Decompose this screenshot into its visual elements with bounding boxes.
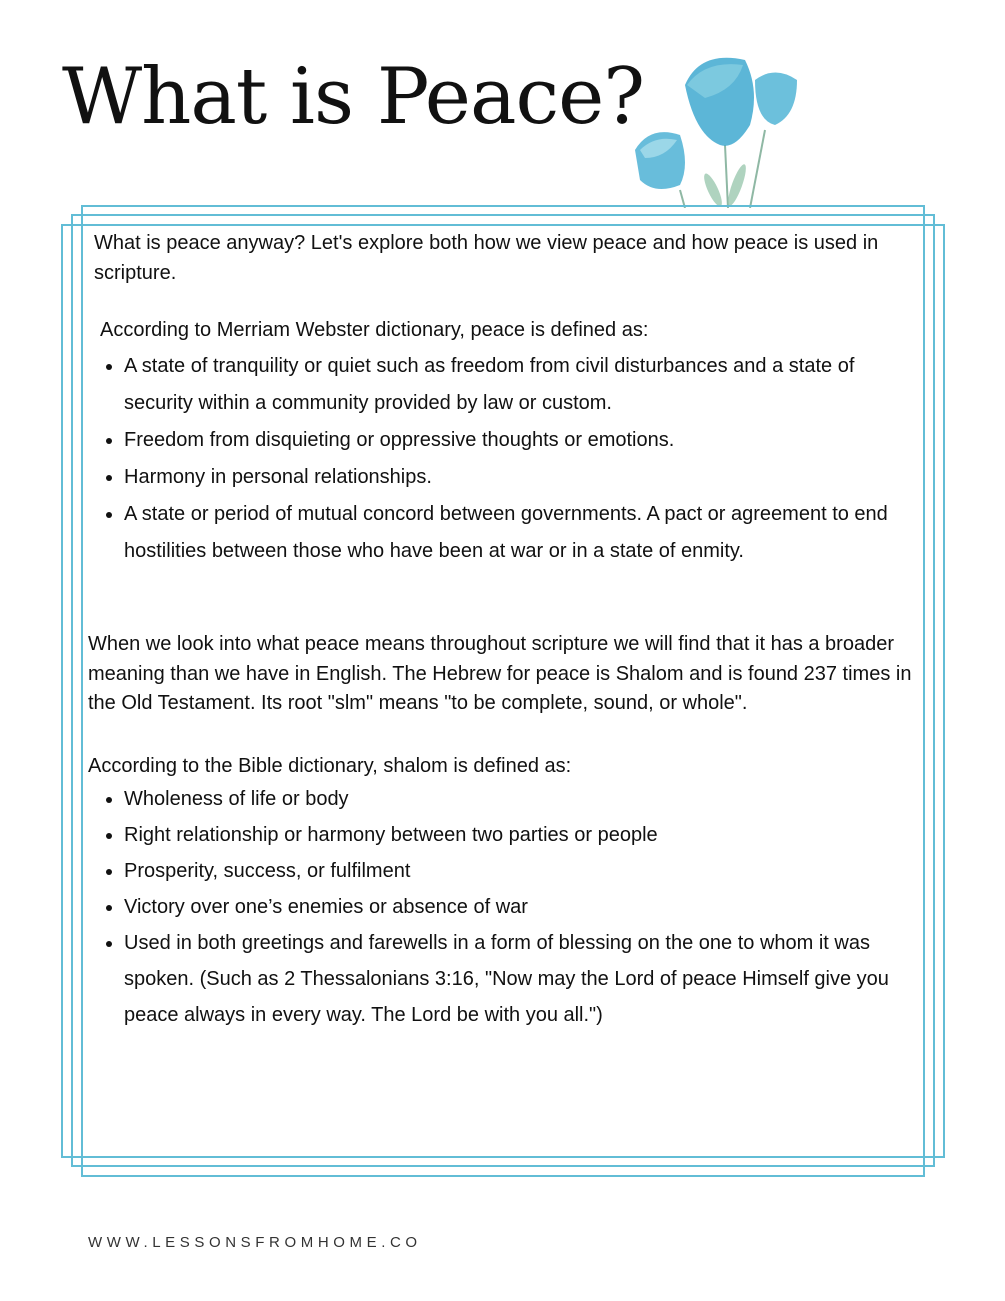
list-item: • Right relationship or harmony between two parties or people: [124, 817, 928, 853]
page-title: What is Peace?: [62, 52, 645, 142]
list-item: • Wholeness of life or body: [124, 781, 928, 817]
watercolor-flowers-icon: [625, 40, 815, 208]
list-item: • A state or period of mutual concord between governments. A pact or agreement to end hostilities between those who have been at war or in a state of enmity.: [124, 496, 928, 570]
intro-text: What is peace anyway? Let's explore both how we view peace and how peace is used in scripture.: [94, 232, 879, 284]
list-item: • Used in both greetings and farewells in a form of blessing on the one to whom it was spoken. (Such as 2 Thessalonians 3:16, "Now may the Lord of peace Himself give you peace always in every way. The Lord be with you all."): [124, 925, 928, 1033]
list-item: • A state of tranquility or quiet such as freedom from civil disturbances and a state of security within a community provided by law or custom.: [124, 348, 928, 422]
list-item: • Prosperity, success, or fulfilment: [124, 853, 928, 889]
bible-heading: According to the Bible dictionary, shalom is defined as:: [88, 754, 572, 777]
scripture-paragraph: When we look into what peace means throughout scripture we will find that it has a broader meaning than we have in English. The Hebrew for peace is Shalom and is found 237 times in the Old Testament. Its root "slm" means "to be complete, sound, or whole".: [88, 633, 912, 714]
content: [88, 228, 928, 1033]
mw-definition-list: [88, 348, 928, 570]
mw-heading: According to Merriam Webster dictionary, peace is defined as:: [100, 319, 649, 341]
website-footer: WWW.LESSONSFROMHOME.CO: [88, 1234, 422, 1251]
list-item: • Freedom from disquieting or oppressive thoughts or emotions.: [124, 422, 928, 459]
list-item: • Harmony in personal relationships.: [124, 459, 928, 496]
list-item: • Victory over one’s enemies or absence of war: [124, 889, 928, 925]
bible-definition-list: [88, 781, 928, 1033]
